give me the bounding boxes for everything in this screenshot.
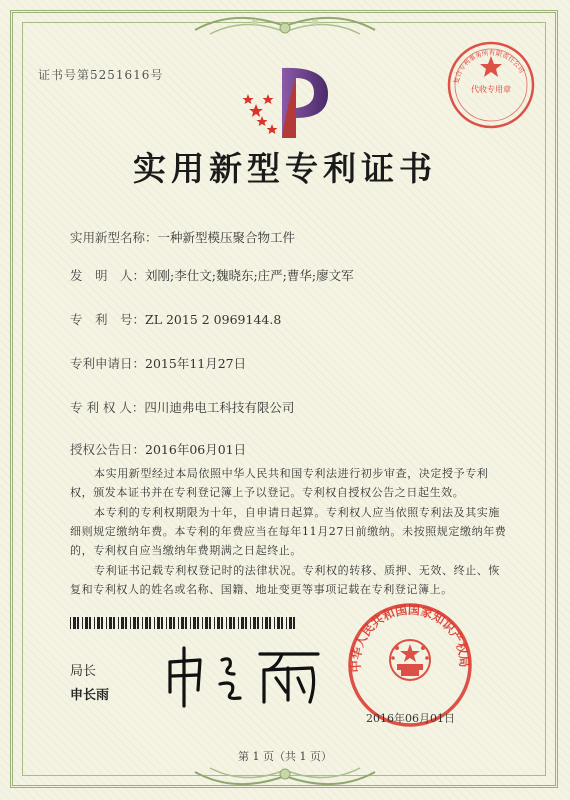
top-ornament [185,8,385,44]
model-name-field [70,228,295,246]
patentee-value: 四川迪弗电工科技有限公司 [144,400,295,415]
certificate-title: 实用新型专利证书 [133,149,437,188]
filing-date-value: 2015年11月27日 [145,356,247,371]
patent-office-logo [238,60,338,140]
certificate-number: 证书号第5251616号 [38,68,164,82]
official-seal-ring-text: 中华人民共和国国家知识产权局 [348,602,472,673]
paragraph-status: 专利证书记载专利权登记时的法律状况。专利权的转移、质押、无效、终止、恢复和专利权人的姓名或名称、国籍、地址变更等事项记载在专利登记簿上。 [70,564,500,596]
paragraph-grant: 本实用新型经过本局依照中华人民共和国专利法进行初步审查，决定授予专利权，颁发本证书并在专利登记簿上予以登记。专利权自授权公告之日起生效。 [70,467,489,499]
filing-date-label: 专利申请日： [70,356,146,371]
director-name: 申长雨 [70,688,110,703]
grant-date-field [70,440,246,458]
patent-number-value: ZL 2015 2 0969144.8 [145,312,282,327]
svg-text:中华人民共和国国家知识产权局 [348,603,472,673]
inventor-label: 发 明 人： [70,268,146,283]
barcode [70,617,300,629]
agency-seal-center-text: 代收专用章 [471,85,511,94]
agency-seal-ring-text: 复合专利事务所有限责任公司 [452,48,526,85]
page-footer: 第 1 页（共 1 页） [238,750,332,763]
seal-date: 2016年06月01日 [366,712,455,725]
patent-number-field [70,310,281,328]
agency-seal [446,40,536,130]
grant-date-value: 2016年06月01日 [145,442,247,457]
director-signature [160,640,330,710]
patentee-label: 专 利 权 人： [70,400,145,415]
inventor-value: 刘刚;李仕文;魏晓东;庄严;曹华;廖文军 [145,268,354,283]
patent-number-label: 专 利 号： [70,312,146,327]
director-title: 局长 [70,664,97,679]
model-name-value: 一种新型模压聚合物工件 [157,230,296,245]
patentee-field [70,398,294,416]
model-name-label: 实用新型名称： [70,230,158,245]
grant-date-label: 授权公告日： [70,442,146,457]
filing-date-field [70,354,246,372]
paragraph-term: 本专利的专利权期限为十年，自申请日起算。专利权人应当依照专利法及其实施细则规定缴纳年费。本专利的年费应当在每年11月27日前缴纳。未按照规定缴纳年费的，专利权自应当缴纳年费期满之日起终止。 [70,506,507,557]
inventor-field [70,266,354,284]
